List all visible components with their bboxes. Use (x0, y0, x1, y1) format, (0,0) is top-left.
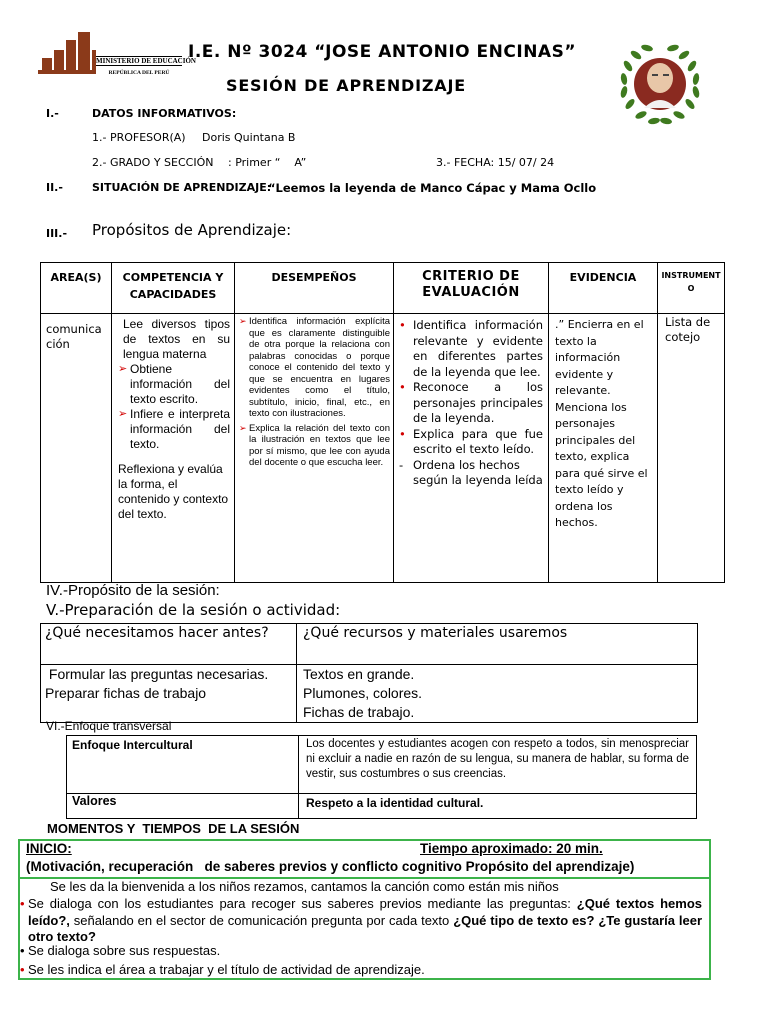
moments-item: • Se dialoga sobre sus respuestas. (20, 943, 221, 958)
desempeno-item: ➢ Explica la relación del texto con la ilustración en textos que lee por sí mismo, que lee con ayuda del docente o que escucha leer. (239, 422, 390, 468)
purposes-table (40, 262, 725, 583)
arrow-bullet-icon: ➢ (239, 316, 247, 326)
list-item: Textos en grande. (303, 666, 415, 682)
moments-title: MOMENTOS Y TIEMPOS DE LA SESIÓN (47, 821, 300, 836)
dash-bullet: - (399, 457, 404, 472)
laurel-portrait-icon (616, 42, 704, 128)
header-competencia: COMPETENCIA Y CAPACIDADES (112, 263, 235, 314)
fecha: 3.- FECHA: 15/ 07/ 24 (436, 156, 555, 169)
arrow-bullet-icon: ➢ (118, 363, 128, 375)
valores-text: Respeto a la identidad cultural. (299, 794, 697, 819)
ministry-subtitle: REPÚBLICA DEL PERÚ (108, 70, 170, 76)
evidencia-cell: .” Encierra en el texto la información evidente y relevante. Menciona los personajes principales del texto, explica para qué sirve el texto leído y ordena los hechos. (549, 314, 658, 583)
desempeno-item: ➢ Identifica información explícita que es claramente distinguible de otra porque la relaciona con palabras conocidas o porque conoce el contenido del texto y que se encuentra en lugares evidentes como el título, subtítulo, inicio, final, etc., en texto con ilustraciones. (239, 316, 390, 419)
moments-box (18, 839, 711, 980)
preparation-header-resources: ¿Qué recursos y materiales usaremos (297, 624, 698, 665)
enfoque-table (66, 735, 697, 819)
inicio-subtitle: (Motivación, recuperación de saberes previos y conflicto cognitivo Propósito del aprendizaje) (26, 859, 635, 874)
arrow-bullet-icon: ➢ (118, 408, 128, 420)
section-1-number: I.- (46, 107, 59, 120)
criterio-item: • Explica para que fue escrito el texto leído. (399, 426, 543, 456)
school-name: I.E. Nº 3024 “JOSE ANTONIO ENCINAS” (188, 42, 576, 62)
capacidad-item: ➢ Infiere e interpreta información del texto. (118, 407, 230, 451)
area-cell: comunicación (41, 314, 112, 583)
section-5-title: V.-Preparación de la sesión o actividad: (46, 601, 341, 619)
arrow-bullet-icon: ➢ (239, 422, 247, 433)
section-3-title: Propósitos de Aprendizaje: (92, 221, 292, 239)
header-desempenos: DESEMPEÑOS (235, 263, 394, 314)
grado-value: : Primer “ A” (228, 156, 307, 169)
preparation-before-cell (41, 665, 297, 723)
ministry-name: MINISTERIO DE EDUCACIÓN (96, 57, 196, 65)
tiempo-label: Tiempo aproximado: 20 min. (420, 841, 603, 856)
instrumento-cell: Lista de cotejo (658, 314, 725, 583)
section-6-title: VI.-Enfoque transversal (46, 719, 172, 733)
list-item: Plumones, colores. (303, 685, 423, 701)
list-item: Fichas de trabajo. (303, 704, 415, 720)
competencia-cell (112, 314, 235, 583)
profesor-value: Doris Quintana B (202, 131, 296, 144)
inicio-label: INICIO: (26, 841, 72, 856)
preparation-header-before: ¿Qué necesitamos hacer antes? (41, 624, 297, 665)
competencia-text: Lee diversos tipos de textos en su lengua materna (123, 317, 230, 361)
list-item: Preparar fichas de trabajo (45, 685, 207, 701)
criterio-item: • Reconoce a los personajes principales de la leyenda. (399, 380, 543, 425)
section-3-number: III.- (46, 227, 68, 240)
situacion-label: SITUACIÓN DE APRENDIZAJE: (92, 181, 272, 194)
profesor-label: 1.- PROFESOR(A) (92, 131, 186, 144)
list-item: Formular las preguntas necesarias. (45, 666, 269, 682)
valores-label: Valores (67, 794, 299, 819)
preparation-table (40, 623, 698, 723)
bullet-icon: • (20, 896, 25, 911)
desempenos-cell (235, 314, 394, 583)
header-criterio: CRITERIO DE EVALUACIÓN (394, 263, 549, 314)
bullet-icon: • (20, 943, 25, 958)
bullet-icon: • (399, 318, 406, 332)
grado-label: 2.- GRADO Y SECCIÓN (92, 156, 214, 169)
ministry-logo (38, 26, 196, 88)
enfoque-label: Enfoque Intercultural (67, 736, 299, 794)
header-evidencia: EVIDENCIA (549, 263, 658, 314)
preparation-resources-cell (297, 665, 698, 723)
enfoque-text: Los docentes y estudiantes acogen con respeto a todos, sin menospreciar ni excluir a nadie en razón de su lengua, su manera de hablar, su forma de vestir, sus costumbres o sus creencias. (299, 736, 697, 794)
header-instrumento: INSTRUMENTO (658, 263, 725, 314)
section-2-number: II.- (46, 181, 63, 194)
portrait-emblem (616, 42, 704, 128)
capacidad-item: ➢ Obtiene información del texto escrito. (118, 362, 230, 406)
bullet-icon: • (399, 380, 406, 394)
moments-intro: Se les da la bienvenida a los niños rezamos, cantamos la canción como están mis niños (50, 879, 559, 894)
moments-item: • Se dialoga con los estudiantes para recoger sus saberes previos mediante las preguntas: ¿Qué textos hemos leído?, señalando en el sector de comunicación pregunta por cada texto ¿Qué tipo de texto es? ¿Te gustaría leer otro texto? (20, 896, 703, 944)
bullet-icon: • (20, 962, 25, 977)
criterio-cell (394, 314, 549, 583)
criterio-item: • Identifica información relevante y evidente en diferentes partes de la leyenda que lee. (399, 318, 543, 379)
section-1-title: DATOS INFORMATIVOS: (92, 107, 237, 120)
criterio-item: - Ordena los hechos según la leyenda leída (399, 457, 543, 487)
page-title: SESIÓN DE APRENDIZAJE (226, 76, 466, 95)
bullet-icon: • (399, 426, 406, 441)
situacion-value: “Leemos la leyenda de Manco Cápac y Mama Ocllo (268, 181, 597, 195)
moments-item: • Se les indica el área a trabajar y el título de actividad de aprendizaje. (20, 962, 425, 977)
header-area: AREA(S) (41, 263, 112, 314)
section-4-title: IV.-Propósito de la sesión: (46, 582, 220, 599)
reflexiona-text: Reflexiona y evalúa la forma, el contenido y contexto del texto. (118, 462, 229, 521)
